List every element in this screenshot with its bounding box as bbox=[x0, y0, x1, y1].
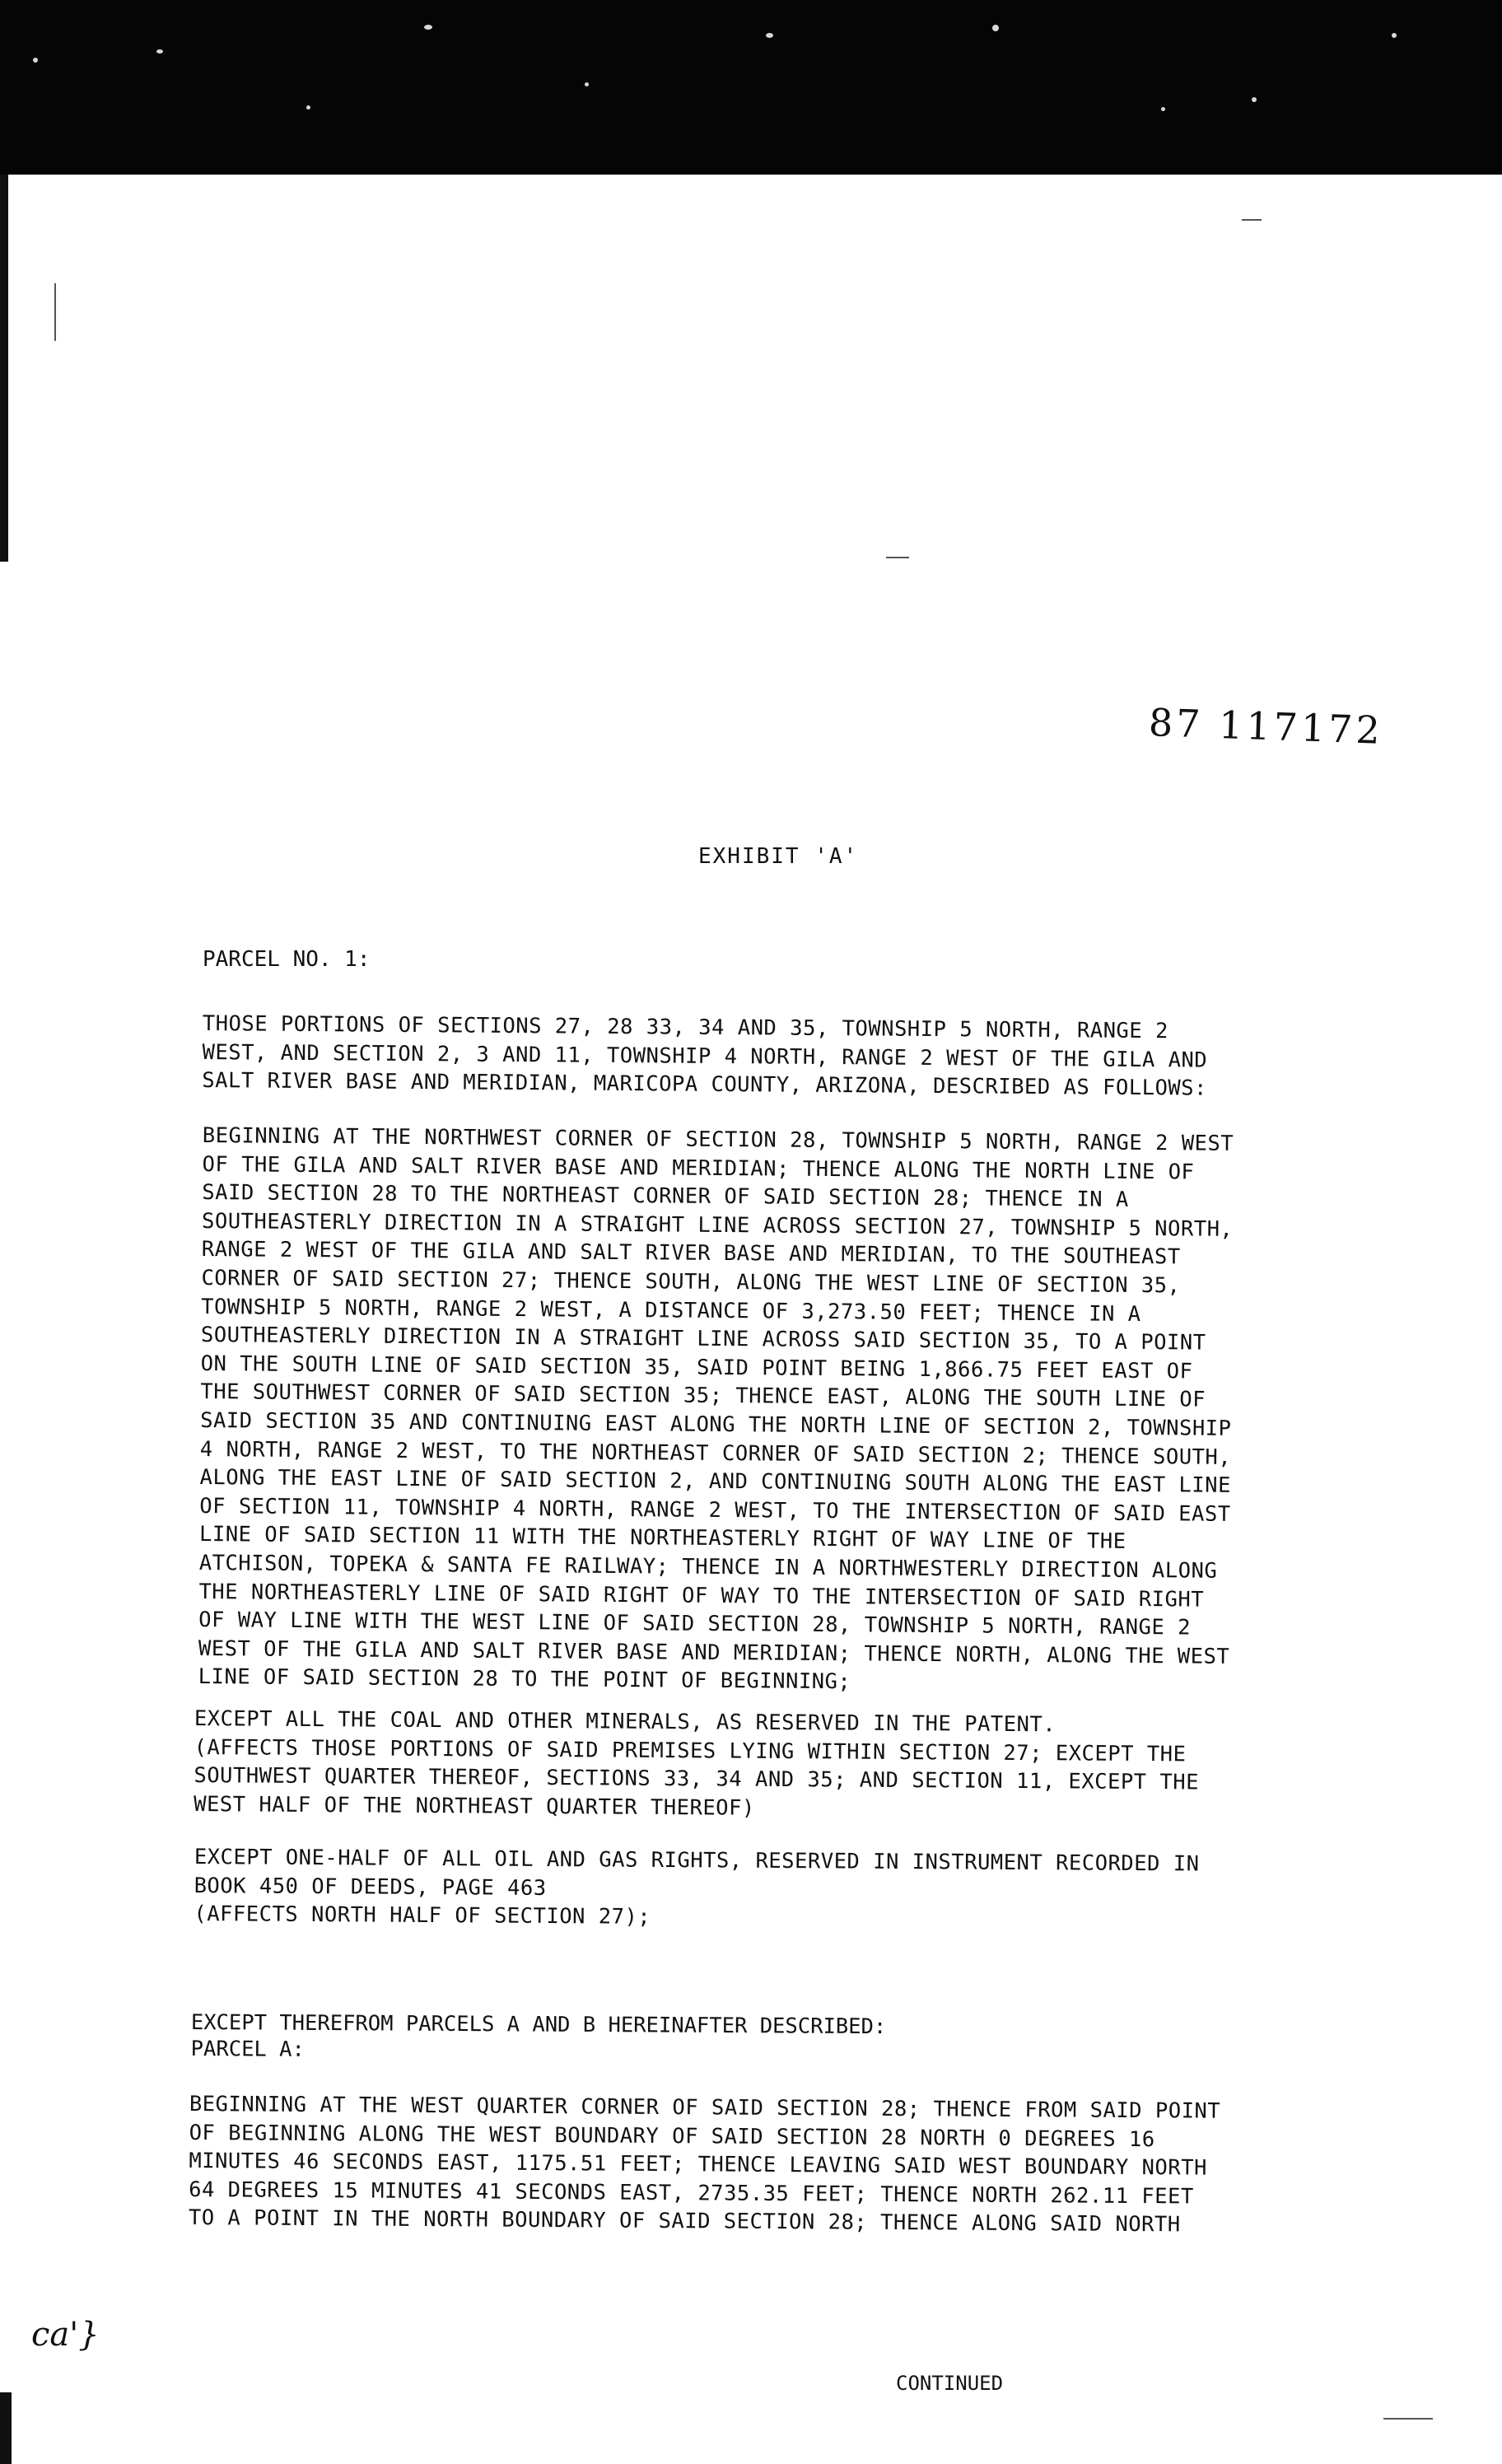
beginning-paragraph: BEGINNING AT THE NORTHWEST CORNER OF SECTION 28, TOWNSHIP 5 NORTH, RANGE 2 WEST OF THE GILA AND SALT RIVER BASE AND MERIDIAN; THENCE ALONG THE NORTH LINE OF SAID SECTION 28 TO THE NORTHEAST CORNER OF SAID SECTION 28; THENCE IN A SOUTHEASTERLY DIRECTION IN A STRAIGHT LINE ACROSS SECTION 27, TOWNSHIP 5 NORTH, RANGE 2 WEST OF THE GILA AND SALT RIVER BASE AND MERIDIAN, TO THE SOUTHEAST CORNER OF SAID SECTION 27; THENCE SOUTH, ALONG THE WEST LINE OF SECTION 35, TOWNSHIP 5 NORTH, RANGE 2 WEST, A DISTANCE OF 3,273.50 FEET; THENCE IN A SOUTHEASTERLY DIRECTION IN A STRAIGHT LINE ACROSS SAID SECTION 35, TO A POINT ON THE SOUTH LINE OF SAID SECTION 35, SAID POINT BEING 1,866.75 FEET EAST OF THE SOUTHWEST CORNER OF SAID SECTION 35; THENCE EAST, ALONG THE SOUTH LINE OF SAID SECTION 35 AND CONTINUING EAST ALONG THE NORTH LINE OF SECTION 2, TOWNSHIP 4 NORTH, RANGE 2 WEST, TO THE NORTHEAST CORNER OF SAID SECTION 2; THENCE SOUTH, ALONG THE EAST LINE OF SAID SECTION 2, AND CONTINUING SOUTH ALONG THE EAST LINE OF SECTION 11, TOWNSHIP 4 NORTH, RANGE 2 WEST, TO THE INTERSECTION OF SAID EAST LINE OF SAID SECTION 11 WITH THE NORTHEASTERLY RIGHT OF WAY LINE OF THE ATCHISON, TOPEKA & SANTA FE RAILWAY; THENCE IN A NORTHWESTERLY DIRECTION ALONG THE NORTHEASTERLY LINE OF SAID RIGHT OF WAY TO THE INTERSECTION OF SAID RIGHT OF WAY LINE WITH THE WEST LINE OF SAID SECTION 28, TOWNSHIP 5 NORTH, RANGE 2 WEST OF THE GILA AND SALT RIVER BASE AND MERIDIAN; THENCE NORTH, ALONG THE WEST LINE OF SAID SECTION 28 TO THE POINT OF BEGINNING; bbox=[198, 1122, 1234, 1695]
scan-left-edge-bottom bbox=[0, 2392, 12, 2464]
handwritten-initials: ca'} bbox=[31, 2316, 100, 2354]
except-parcels-heading: EXCEPT THEREFROM PARCELS A AND B HEREINAFTER DESCRIBED: PARCEL A: bbox=[190, 2010, 887, 2062]
scan-speck bbox=[585, 82, 589, 86]
scan-speck bbox=[766, 33, 773, 38]
scan-left-edge bbox=[0, 175, 8, 562]
scan-speck bbox=[1161, 107, 1165, 111]
scan-speck bbox=[1392, 33, 1397, 38]
scan-speck bbox=[156, 49, 163, 54]
scan-speck bbox=[992, 25, 999, 31]
continued-label: CONTINUED bbox=[896, 2372, 1004, 2395]
parcel-a-paragraph: BEGINNING AT THE WEST QUARTER CORNER OF SAID SECTION 28; THENCE FROM SAID POINT OF BEGINNING ALONG THE WEST BOUNDARY OF SAID SECTION 28 NORTH 0 DEGREES 16 MINUTES 46 SECONDS EAST, 1175.51 FEET; THENCE LEAVING SAID WEST BOUNDARY NORTH 64 DEGREES 15 MINUTES 41 SECONDS EAST, 2735.35 FEET; THENCE NORTH 262.11 FEET TO A POINT IN THE NORTH BOUNDARY OF SAID SECTION 28; THENCE ALONG SAID NORTH bbox=[188, 2092, 1221, 2238]
scan-mark bbox=[1242, 219, 1262, 221]
parcel-heading: PARCEL NO. 1: bbox=[203, 947, 371, 972]
oil-gas-exception: EXCEPT ONE-HALF OF ALL OIL AND GAS RIGHTS, RESERVED IN INSTRUMENT RECORDED IN BOOK 450 OF DEEDS, PAGE 463 (AFFECTS NORTH HALF OF SECTION 27); bbox=[194, 1845, 1200, 1930]
scan-mark bbox=[886, 557, 909, 558]
scan-mark bbox=[1383, 2418, 1433, 2420]
scan-speck bbox=[33, 58, 38, 63]
recording-number: 87 117172 bbox=[1148, 700, 1384, 753]
scan-speck bbox=[424, 25, 432, 30]
parcel-description-paragraph: THOSE PORTIONS OF SECTIONS 27, 28 33, 34 AND 35, TOWNSHIP 5 NORTH, RANGE 2 WEST, AND SECTION 2, 3 AND 11, TOWNSHIP 4 NORTH, RANGE 2 WEST OF THE GILA AND SALT RIVER BASE AND MERIDIAN, MARICOPA COUNTY, ARIZONA, DESCRIBED AS FOLLOWS: bbox=[202, 1010, 1208, 1101]
scan-top-border bbox=[0, 0, 1502, 175]
scan-mark bbox=[54, 283, 56, 341]
scan-speck bbox=[1252, 97, 1257, 102]
scan-speck bbox=[306, 105, 310, 110]
coal-minerals-exception: EXCEPT ALL THE COAL AND OTHER MINERALS, AS RESERVED IN THE PATENT. (AFFECTS THOSE PORTIONS OF SAID PREMISES LYING WITHIN SECTION 27; EXCEPT THE SOUTHWEST QUARTER THEREOF, SECTIONS 33, 34 AND 35; AND SECTION 11, EXCEPT THE WEST HALF OF THE NORTHEAST QUARTER THEREOF) bbox=[194, 1706, 1200, 1821]
exhibit-title: EXHIBIT 'A' bbox=[698, 844, 859, 869]
